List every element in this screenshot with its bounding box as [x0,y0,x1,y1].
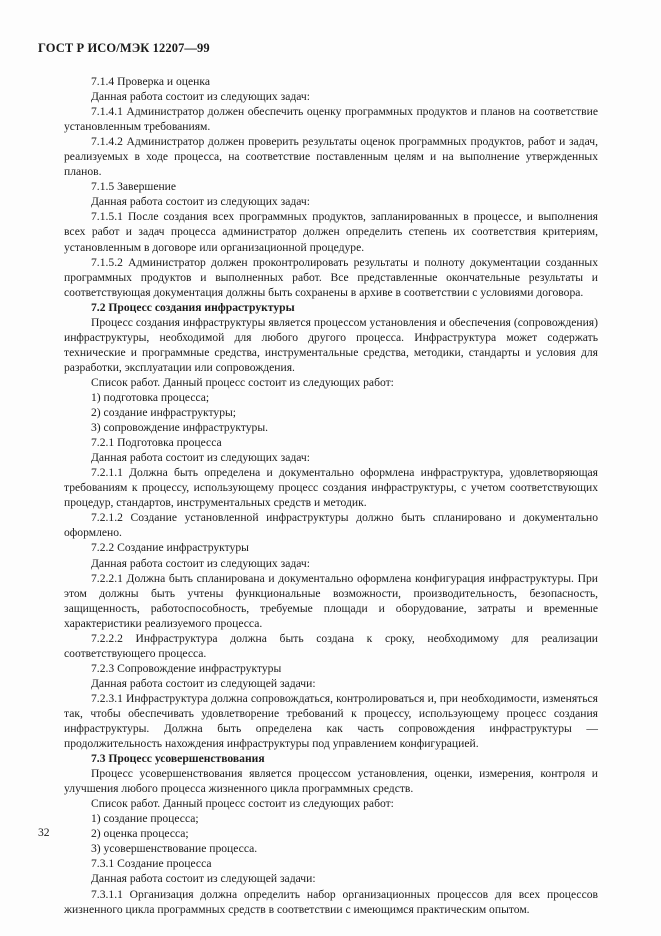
paragraph: Данная работа состоит из следующих задач: [91,451,310,465]
document-body [64,74,598,917]
paragraph: 7.2.2.1 Должна быть спланирована и документально оформлена конфигурация инфраструктуры. При этом должны быть учтены функциональные возможности, производительность, безопасность, защищенность, работоспособность, требуемые площади и оборудование, затраты и временные характеристики реализуемого процесса. [64,571,598,630]
subsection-heading: 7.2.2 Создание инфраструктуры [91,541,249,555]
list-item: 1) подготовка процесса; [91,390,210,404]
section-title: Процесс создания инфраструктуры [108,300,295,314]
subsection-heading: 7.2.1 Подготовка процесса [91,436,222,450]
paragraph: 7.1.5.2 Администратор должен проконтролировать результаты и полноту документации созданных программных продуктов и выполненных работ. Все представленные окончательные результаты и соответствующая документация должны быть сохранены в архиве в соответствии с условиями договора. [64,255,598,299]
section-heading [64,300,598,315]
paragraph: Данная работа состоит из следующих задач: [91,90,310,104]
paragraph: 7.1.4.1 Администратор должен обеспечить оценку программных продуктов и планов на соответствие установленным требованиям. [64,105,598,134]
paragraph: 7.3.1.1 Организация должна определить набор организационных процессов для всех процессов жизненного цикла программных средств в соответствии с имеющимся практическим опытом. [64,887,598,916]
subsection-heading: 7.3.1 Создание процесса [91,857,212,871]
paragraph: Данная работа состоит из следующей задачи: [91,676,316,690]
subsection-heading: 7.2.3 Сопровождение инфраструктуры [91,661,282,675]
section-title: Процесс усовершенствования [108,752,265,766]
document-header: ГОСТ Р ИСО/МЭК 12207—99 [38,41,210,55]
paragraph: Данная работа состоит из следующих задач: [91,556,310,570]
section-number: 7.2 [91,300,106,314]
paragraph: 7.2.2.2 Инфраструктура должна быть создана к сроку, необходимому для реализации соответствующего процесса. [64,631,598,660]
paragraph: 7.2.1.1 Должна быть определена и документально оформлена инфраструктура, удовлетворяющая требованиям к процессу, использующему процесс создания инфраструктуры, с учетом соответствующих процедур, стандартов, инструментальных средств и методик. [64,466,598,510]
list-item: 2) создание инфраструктуры; [91,406,237,420]
section-number: 7.3 [91,752,106,766]
paragraph: 7.2.1.2 Создание установленной инфраструктуры должно быть спланировано и документально оформлено. [64,511,598,540]
list-item: 1) создание процесса; [91,812,199,826]
paragraph: Данная работа состоит из следующих задач: [91,195,310,209]
list-item: 3) усовершенствование процесса. [91,842,258,856]
section-heading [64,751,598,766]
paragraph: Список работ. Данный процесс состоит из следующих работ: [91,375,394,389]
paragraph: Список работ. Данный процесс состоит из следующих работ: [91,797,394,811]
list-item: 3) сопровождение инфраструктуры. [91,421,269,435]
paragraph: 7.1.4.2 Администратор должен проверить результаты оценок программных продуктов, работ и задач, реализуемых в ходе процесса, на соответствие поставленным целям и на выполнение утвержденных планов. [64,135,598,179]
paragraph: Данная работа состоит из следующей задачи: [91,872,316,886]
subsection-heading: 7.1.4 Проверка и оценка [91,75,210,88]
page-number: 32 [38,826,50,839]
paragraph: Процесс создания инфраструктуры является процессом установления и обеспечения (сопровождения) инфраструктуры, необходимой для любого другого процесса. Инфраструктура может содержать технические и программные средства, инструментальные средства, методики, стандарты и условия для разработки, эксплуатации или сопровождения. [64,315,598,374]
subsection-heading: 7.1.5 Завершение [91,180,177,194]
paragraph: 7.1.5.1 После создания всех программных продуктов, запланированных в процессе, и выполнения всех работ и задач процесса администратор должен определить степень их соответствия критериям, установленным в договоре или организационной процедуре. [64,210,598,254]
paragraph: Процесс усовершенствования является процессом установления, оценки, измерения, контроля и улучшения любого процесса жизненного цикла программных средств. [64,767,598,796]
paragraph: 7.2.3.1 Инфраструктура должна сопровождаться, контролироваться и, при необходимости, изменяться так, чтобы обеспечивать удовлетворение требований к процессу, использующему процесс создания инфраструктуры. Должна быть определена как часть сопровождения инфраструктуры — продолжительность нахождения инфраструктуры под управлением конфигурацией. [64,691,598,751]
list-item: 2) оценка процесса; [91,827,189,841]
